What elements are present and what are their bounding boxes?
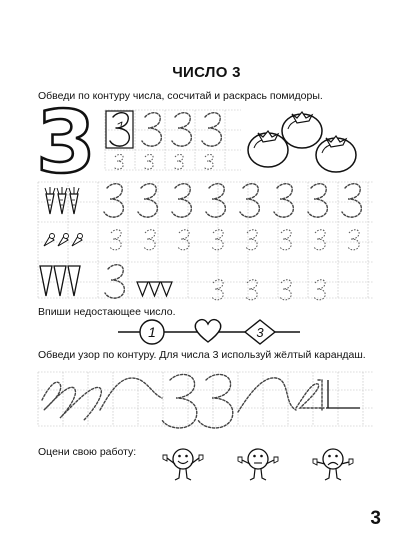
row-flowers bbox=[44, 234, 83, 247]
triangle-icon bbox=[137, 282, 148, 296]
top-row-small-threes bbox=[114, 154, 213, 169]
tomato-icon bbox=[316, 136, 356, 172]
instruction-rate-work: Оцени свою работу: bbox=[38, 446, 137, 458]
flower-icon bbox=[72, 234, 83, 247]
triangle-icon bbox=[54, 266, 66, 296]
big-digit-outline: 3 bbox=[36, 93, 96, 193]
top-row-big-threes bbox=[110, 113, 221, 146]
tomatoes bbox=[248, 112, 356, 172]
smiley-neutral-icon bbox=[238, 449, 278, 480]
page-number: 3 bbox=[370, 508, 381, 529]
sample-cell-frame bbox=[106, 111, 133, 148]
instruction-trace-color: Обведи по контуру числа, сосчитай и раскрась помидоры. bbox=[38, 90, 323, 102]
sequence-number-3: 3 bbox=[256, 325, 264, 340]
big-outline-digit bbox=[36, 93, 96, 193]
smiley-sad-icon bbox=[313, 449, 353, 480]
instruction-trace-pattern: Обведи узор по контуру. Для числа 3 используй жёлтый карандаш. bbox=[38, 349, 366, 361]
pattern-trace bbox=[42, 374, 360, 428]
heart-icon bbox=[195, 320, 221, 342]
carrot-icon bbox=[45, 187, 55, 214]
sequence-number-1: 1 bbox=[148, 324, 156, 340]
carrot-icon bbox=[69, 187, 79, 214]
row1-traced-threes bbox=[104, 184, 361, 217]
guide-arrow-icon bbox=[118, 122, 122, 126]
number-sequence bbox=[118, 320, 300, 344]
triangle-icon bbox=[149, 282, 160, 296]
smiley-happy-icon bbox=[163, 449, 203, 480]
triangle-icon bbox=[40, 266, 52, 296]
row-carrots bbox=[45, 187, 79, 214]
triangle-icon bbox=[68, 266, 80, 296]
page-title: ЧИСЛО 3 bbox=[172, 64, 241, 81]
triangle-icon bbox=[161, 282, 172, 296]
sample-three bbox=[110, 113, 129, 146]
tomato-icon bbox=[282, 112, 322, 148]
carrot-icon bbox=[57, 187, 67, 214]
row2-traced-threes bbox=[110, 230, 359, 250]
instruction-fill-missing: Впиши недостающее число. bbox=[38, 306, 176, 318]
flower-icon bbox=[58, 234, 69, 247]
tomato-icon bbox=[248, 131, 288, 167]
flower-icon bbox=[44, 234, 55, 247]
row-triangles bbox=[40, 266, 172, 296]
